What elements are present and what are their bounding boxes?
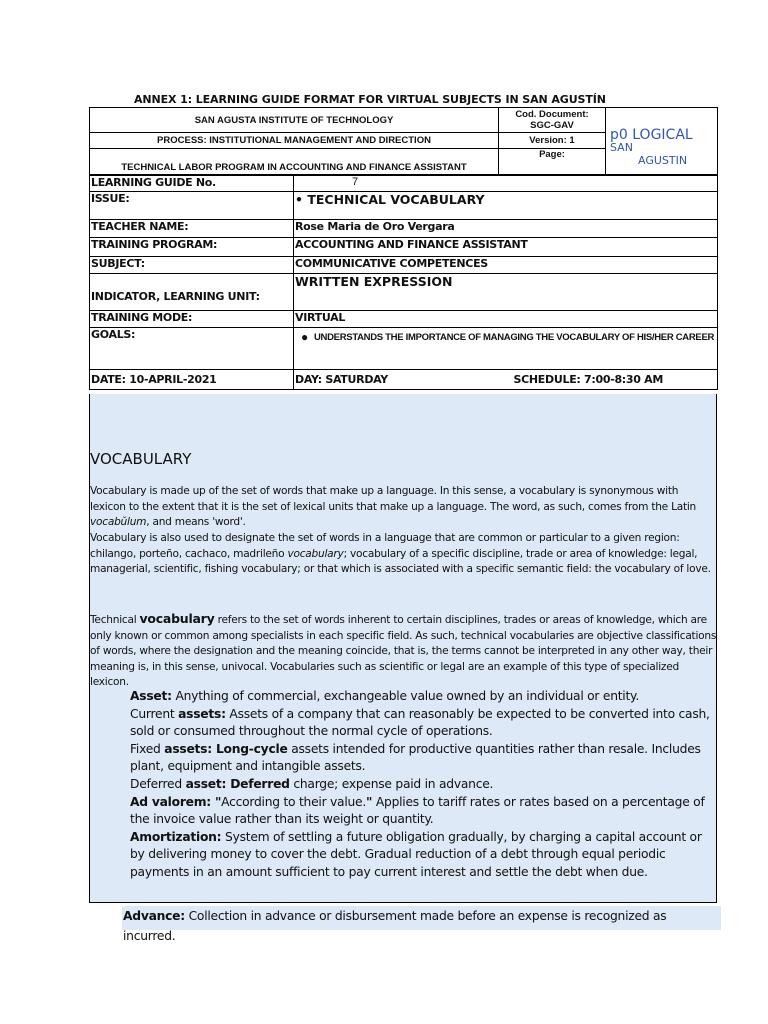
annex-title: ANNEX 1: LEARNING GUIDE FORMAT FOR VIRTUAL SUBJECTS IN SAN AGUSTÍN	[134, 93, 606, 106]
definition-advance: Advance: Collection in advance or disbursement made before an expense is recognized as incurred.	[122, 906, 721, 930]
section-title: VOCABULARY	[90, 450, 192, 468]
training-mode-label: TRAINING MODE:	[90, 311, 294, 328]
content-panel	[89, 394, 717, 903]
process-name: PROCESS: INSTITUTIONAL MANAGEMENT AND DIRECTION	[90, 133, 499, 149]
paragraph-definition: Vocabulary is made up of the set of words that make up a language. In this sense, a vocabulary is synonymous with lexicon to the extent that it is the set of lexical units that make up a language. The word, as such, comes from the Latin vocabŭlum, and means 'word'.	[90, 485, 697, 528]
logo-agustin: AGUSTIN	[638, 154, 688, 167]
date-label: DATE: 10-APRIL-2021	[90, 370, 294, 390]
logo-main: p0 LOGICAL	[610, 127, 693, 143]
institute-name: SAN AGUSTA INSTITUTE OF TECHNOLOGY	[90, 108, 499, 133]
paragraph-usage: Vocabulary is also used to designate the set of words in a language that are common or particular to a given region: chilango, porteño, cachaco, madrileño vocabulary; vocabulary of a specific discipline, trade or area of knowledge: legal, managerial, scientific, fishing vocabulary; or that which is associated with a specific semantic field: the vocabulary of love.	[90, 532, 711, 575]
definition-ad-valorem: Ad valorem: "According to their value." Applies to tariff rates or rates based on a percentage of the invoice value rather than its weight or quantity.	[130, 794, 705, 827]
training-mode-value: VIRTUAL	[294, 311, 718, 328]
definition-fixed-assets: Fixed assets: Long-cycle assets intended for productive quantities rather than resale. Includes plant, equipment and intangible assets.	[130, 741, 701, 774]
logo-san: SAN	[610, 141, 633, 154]
guide-number-label: LEARNING GUIDE No.	[90, 176, 294, 192]
day-label: DAY: SATURDAY	[294, 370, 512, 390]
guide-number-value: 7	[294, 176, 718, 192]
definition-amortization: Amortization: System of settling a future obligation gradually, by charging a capital account or by delivering money to cover the debt. Gradual reduction of a debt through equal periodic payments in an amount sufficient to pay current interest and settle the debt when due.	[130, 829, 702, 879]
program-name: TECHNICAL LABOR PROGRAM IN ACCOUNTING AND FINANCE ASSISTANT	[90, 149, 499, 175]
definitions-list	[130, 688, 715, 882]
version: Version: 1	[499, 133, 606, 149]
goals-value: ● UNDERSTANDS THE IMPORTANCE OF MANAGING THE VOCABULARY OF HIS/HER CAREER	[294, 328, 718, 370]
training-program-label: TRAINING PROGRAM:	[90, 238, 294, 257]
guide-info-table	[89, 175, 718, 390]
document-code: Cod. Document: SGC-GAV	[499, 108, 606, 133]
definition-current-assets: Current assets: Assets of a company that can reasonably be expected to be converted into cash, sold or consumed throughout the normal cycle of operations.	[130, 706, 710, 739]
teacher-value: Rose Maria de Oro Vergara	[294, 220, 718, 238]
logo	[606, 108, 718, 175]
subject-value: COMMUNICATIVE COMPETENCES	[294, 257, 718, 274]
training-program-value: ACCOUNTING AND FINANCE ASSISTANT	[294, 238, 718, 257]
definition-deferred-asset: Deferred asset: Deferred charge; expense paid in advance.	[130, 776, 494, 791]
issue-label: ISSUE:	[90, 192, 294, 220]
teacher-label: TEACHER NAME:	[90, 220, 294, 238]
subject-label: SUBJECT:	[90, 257, 294, 274]
page-label: Page:	[499, 149, 606, 175]
bullet-icon: ●	[301, 330, 308, 344]
issue-value: • TECHNICAL VOCABULARY	[294, 192, 718, 220]
schedule-label: SCHEDULE: 7:00-8:30 AM	[512, 370, 718, 390]
indicator-value: WRITTEN EXPRESSION	[294, 274, 718, 311]
paragraph-technical: Technical vocabulary refers to the set of words inherent to certain disciplines, trades or areas of knowledge, which are only known or common among specialists in each specific field. As such, technical vocabularies are objective classifications of words, where the designation and the meaning coincide, that is, the terms cannot be interpreted in any other way, their meaning is, in this sense, univocal. Vocabularies such as scientific or legal are an example of this type of specialized lexicon.	[90, 611, 717, 688]
document-header-table	[89, 107, 718, 175]
goals-label: GOALS:	[90, 328, 294, 370]
indicator-label: INDICATOR, LEARNING UNIT:	[90, 274, 294, 311]
definition-asset: Asset: Anything of commercial, exchangeable value owned by an individual or entity.	[130, 689, 639, 703]
